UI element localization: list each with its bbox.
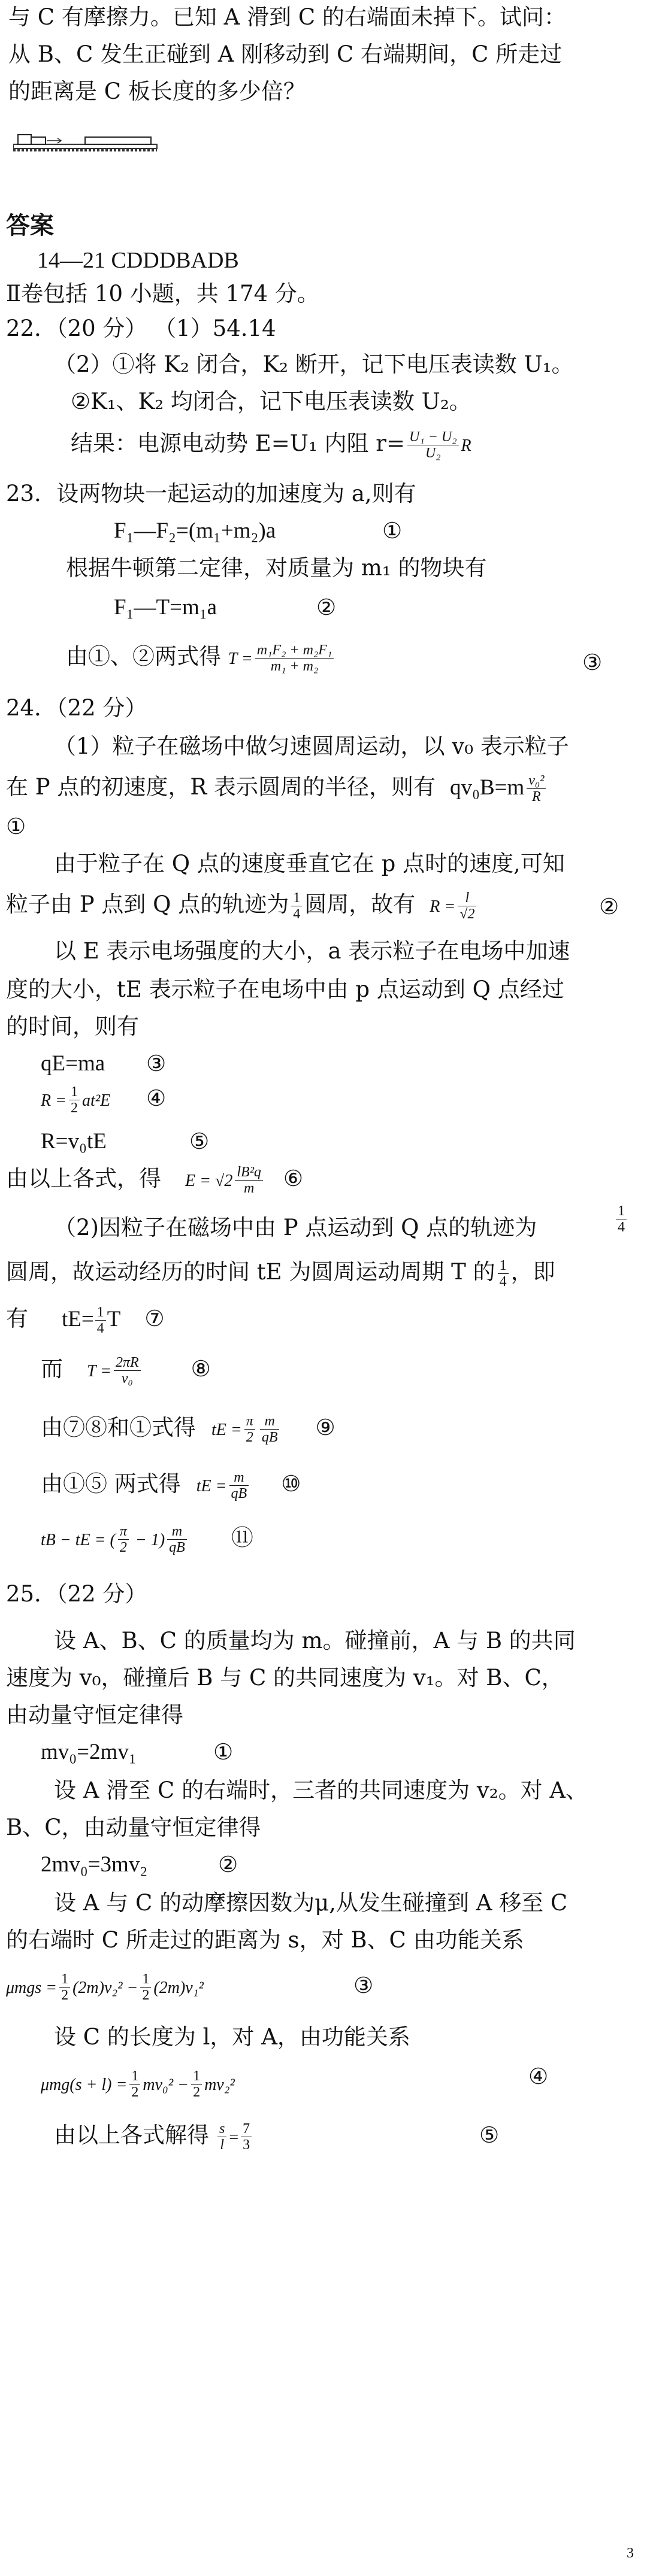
q24-eq-8-denominator: v₀	[121, 1371, 133, 1386]
q25-circle-4: ④	[528, 2064, 549, 2089]
q25-result	[54, 2120, 254, 2153]
problem-line-3: 的距离是 C 板长度的多少倍？	[8, 78, 306, 104]
q24-p3-line-2: 度的大小，tE 表示粒子在电场中由 p 点运动到 Q 点经过	[6, 976, 564, 1002]
answer-heading: 答案	[6, 211, 54, 239]
q24-eq-2-denominator: √2	[459, 906, 475, 922]
q24-eq-9-lhs: tE =	[211, 1421, 242, 1439]
q24-p4-quarter-b-fraction	[498, 1258, 509, 1289]
q25-eq-3-fraction-2	[140, 1971, 151, 2003]
q25-eq-3-lhs: μmgs =	[6, 1979, 58, 1997]
q25-result-fraction-lhs	[217, 2121, 226, 2153]
q25-header: 25．（22 分）	[6, 1581, 147, 1607]
q23-result-text: 由①、②两式得	[66, 644, 221, 669]
q24-eq-6-fraction	[235, 1164, 263, 1196]
q24-p4-quarter-a-denominator: 4	[618, 1219, 625, 1235]
q24-eq-8-numerator: 2πR	[114, 1355, 141, 1371]
q24-eq-6-numerator: lB²q	[235, 1164, 263, 1181]
q25-eq-3-numerator-1: 1	[59, 1971, 70, 1988]
q24-eq-11-fraction-1	[118, 1524, 129, 1555]
q24-p4-quarter-a-fraction	[616, 1203, 627, 1235]
q22-step-2: ②K₁、K₂ 均闭合，记下电压表读数 U₂。	[71, 389, 471, 414]
q24-eq-10-fraction	[229, 1470, 249, 1501]
q24-circle-7: ⑦	[144, 1306, 165, 1331]
q24-eq-1-numerator: v₀²	[527, 773, 546, 789]
q24-eq-7-fraction	[95, 1304, 106, 1336]
q25-para-a-line-1: 设 A、B、C 的质量均为 m。碰撞前，A 与 B 的共同	[54, 1628, 576, 1653]
q24-eq-11-mid: − 1)	[131, 1531, 165, 1549]
q25-circle-5: ⑤	[479, 2122, 500, 2148]
q24-eq-9-denominator-2: qB	[261, 1430, 278, 1445]
q24-eq-10-lhs: tE =	[196, 1477, 227, 1495]
q23-circle-1: ①	[382, 518, 403, 544]
q24-circle-3: ③	[146, 1051, 167, 1076]
q24-eq-11-denominator-2: qB	[169, 1540, 185, 1555]
q24-eq-8-fraction	[114, 1355, 141, 1386]
q24-p1-line-2	[6, 772, 548, 805]
q24-eq-1: qv₀B=m	[450, 775, 525, 800]
q24-circle-5: ⑤	[189, 1128, 210, 1154]
problem-line-1: 与 C 有摩擦力。已知 A 滑到 C 的右端面未掉下。试问：	[8, 4, 566, 30]
q25-result-lhs-numerator: s	[217, 2121, 226, 2137]
q22-step-1: （2）①将 K₂ 闭合，K₂ 断开，记下电压表读数 U₁。	[54, 351, 574, 377]
q25-eq-4-lhs: μmg(s + l) =	[41, 2076, 128, 2094]
q24-p2-line-2	[6, 890, 479, 922]
q23-eq-1: F₁—F₂=(m₁+m₂)a	[114, 518, 276, 543]
q24-eq-11-denominator-1: 2	[119, 1540, 127, 1555]
q24-header: 24．（22 分）	[6, 695, 147, 721]
q22-result	[71, 429, 471, 461]
q25-eq-3-denominator-1: 2	[61, 1988, 69, 2003]
q24-eq-4-rhs: at²E	[82, 1091, 111, 1110]
q25-para-b-line-2: B、C，由动量守恒定律得	[6, 1815, 261, 1840]
q23-t-numerator: m₁F₂ + m₂F₁	[255, 642, 334, 659]
q24-eq-11-lhs: tB − tE = (	[41, 1531, 116, 1549]
q23-result	[66, 642, 336, 674]
q24-p3-line-3: 的时间，则有	[6, 1014, 139, 1039]
q24-p4-quarter-a-numerator: 1	[616, 1203, 627, 1219]
q24-eq-11-fraction-2	[167, 1524, 187, 1555]
q23-line-3: 根据牛顿第二定律，对质量为 m₁ 的物块有	[66, 555, 487, 581]
q24-eq-4-numerator: 1	[69, 1084, 80, 1100]
q24-eq-9-fraction-2	[260, 1413, 280, 1445]
q25-eq-4-numerator-2: 1	[191, 2068, 202, 2085]
q25-circle-2: ②	[218, 1852, 238, 1877]
q25-eq-3-numerator-2: 1	[140, 1971, 151, 1988]
q24-eq-4-lhs: R =	[41, 1091, 66, 1110]
q24-eq-6-lhs: E = √2	[185, 1172, 233, 1190]
q24-eq-10-denominator: qB	[231, 1486, 247, 1501]
q24-eq-3: qE=ma	[41, 1051, 105, 1076]
q24-eq-4-fraction	[69, 1084, 80, 1116]
q25-result-fraction-rhs	[241, 2121, 252, 2153]
q22-r-numerator: U₁ − U₂	[407, 429, 459, 445]
q25-eq-4-numerator-1: 1	[129, 2068, 140, 2085]
q25-eq-3	[6, 1971, 204, 2003]
q22-header: 22．（20 分） （1）54.14	[6, 315, 276, 341]
q24-quarter-fraction	[291, 890, 302, 922]
q24-eq-2-numerator: l	[458, 890, 476, 906]
q24-eq-7-denominator: 4	[96, 1321, 104, 1336]
q24-circle-1: ①	[6, 814, 26, 839]
q24-p4-line-2-text-b: ，即	[510, 1259, 555, 1285]
q24-circle-10: ⑩	[281, 1471, 301, 1497]
blocks-figure	[13, 123, 163, 159]
q25-eq-4	[41, 2068, 235, 2100]
q25-para-d-line-1: 设 A 与 C 的动摩擦因数为μ,从发生碰撞到 A 移至 C	[54, 1890, 568, 1916]
q24-eq-8-text: 而	[41, 1356, 63, 1382]
q24-circle-9: ⑨	[315, 1415, 335, 1440]
q23-t-denominator: m₁ + m₂	[270, 659, 319, 674]
q24-circle-2: ②	[599, 894, 619, 920]
q24-eq-9-fraction-1	[244, 1413, 255, 1445]
q24-p3-line-1: 以 E 表示电场强度的大小，a 表示粒子在电场中加速	[54, 938, 570, 964]
q25-result-lhs-denominator: l	[220, 2137, 224, 2153]
q24-eq-2-lhs: R =	[430, 897, 456, 916]
q25-eq-4-fraction-2	[191, 2068, 202, 2100]
q24-eq-7: tE=	[62, 1307, 94, 1331]
part2-note: Ⅱ卷包括 10 小题，共 174 分。	[6, 281, 319, 307]
q25-para-a-line-3: 由动量守恒定律得	[6, 1702, 183, 1728]
q24-p1-line-1: （1）粒子在磁场中做匀速圆周运动，以 v₀ 表示粒子	[54, 733, 569, 759]
q23-circle-2: ②	[316, 594, 337, 620]
q25-circle-1: ①	[213, 1739, 234, 1765]
q24-eq-9-numerator-1: π	[244, 1413, 255, 1430]
q24-p4-line-2	[6, 1257, 555, 1289]
q24-quarter-denominator: 4	[293, 906, 301, 922]
q24-p4-quarter-b-denominator: 4	[499, 1274, 507, 1289]
q25-eq-4-term-2: mv₂²	[204, 2076, 235, 2094]
q24-circle-6: ⑥	[283, 1166, 304, 1191]
problem-line-2: 从 B、C 发生正碰到 A 刚移动到 C 右端期间，C 所走过	[8, 41, 563, 67]
q24-p4-line-3	[6, 1304, 165, 1336]
q23-t-lhs: T =	[228, 650, 253, 668]
q25-eq-4-denominator-1: 2	[131, 2085, 139, 2100]
q24-eq-2-fraction	[458, 890, 476, 922]
q24-eq-6-denominator: m	[243, 1181, 255, 1196]
q24-p1-line-2-text: 在 P 点的初速度，R 表示圆周的半径，则有	[6, 774, 436, 800]
q25-circle-3: ③	[353, 1973, 374, 1998]
q24-eq-7-tail: T	[107, 1307, 121, 1331]
q24-eq-10-numerator: m	[229, 1470, 249, 1486]
q25-eq-2: 2mv₀=3mv₂	[41, 1852, 148, 1877]
q25-eq-3-term-1: (2m)v₂² −	[72, 1979, 138, 1997]
q24-p2-line-2-text-a: 粒子由 P 点到 Q 点的轨迹为	[6, 891, 289, 917]
q25-para-d-line-2: 的右端时 C 所走过的距离为 s，对 B、C 由功能关系	[6, 1927, 524, 1953]
q25-para-b-line-1: 设 A 滑至 C 的右端时，三者的共同速度为 v₂。对 A、	[54, 1777, 588, 1803]
q25-result-rhs-denominator: 3	[243, 2137, 250, 2153]
q25-eq-3-fraction-1	[59, 1971, 70, 2003]
q24-eq-1-denominator: R	[532, 789, 541, 805]
q24-circle-8: ⑧	[191, 1356, 211, 1382]
q24-p4-line-3-text: 有	[6, 1306, 28, 1331]
q24-eq-5: R=v₀tE	[41, 1129, 107, 1154]
q24-p2-line-2-text-b: 圆周，故有	[304, 891, 416, 917]
q24-p4-line-1: （2)因粒子在磁场中由 P 点运动到 Q 点的轨迹为	[54, 1215, 537, 1240]
page-number: 3	[627, 2545, 634, 2561]
q23-eq-2: F₁—T=m₁a	[114, 595, 217, 620]
q25-eq-4-denominator-2: 2	[193, 2085, 201, 2100]
mc-answers: 14—21 CDDDBADB	[37, 248, 239, 273]
q23-t-fraction	[255, 642, 334, 674]
q23-circle-3: ③	[582, 650, 603, 675]
q22-r-fraction	[407, 429, 459, 461]
q25-eq-3-denominator-2: 2	[142, 1988, 150, 2003]
q25-para-a-line-2: 速度为 v₀，碰撞后 B 与 C 的共同速度为 v₁。对 B、C，	[6, 1665, 564, 1691]
q25-eq-4-term-1: mv₀² −	[143, 2076, 189, 2094]
q24-p2-line-1: 由于粒子在 Q 点的速度垂直它在 p 点时的速度,可知	[54, 851, 565, 876]
q23-line-1: 23．设两物块一起运动的加速度为 a,则有	[6, 481, 416, 506]
q25-result-rhs-numerator: 7	[241, 2121, 252, 2137]
q25-eq-3-term-2: (2m)v₁²	[153, 1979, 204, 1997]
q25-eq-1: mv₀=2mv₁	[41, 1740, 137, 1764]
q24-eq-11-numerator-2: m	[167, 1524, 187, 1540]
q24-eq-9-numerator-2: m	[260, 1413, 280, 1430]
q24-p4-line-2-text-a: 圆周，故运动经历的时间 tE 为圆周运动周期 T 的	[6, 1259, 495, 1285]
q25-result-equals: =	[229, 2128, 239, 2147]
q24-eq-6	[6, 1164, 303, 1196]
q22-r-tail: R	[461, 436, 471, 455]
q24-eq-6-text: 由以上各式，得	[6, 1166, 161, 1191]
q24-circle-4: ④	[146, 1085, 167, 1111]
q25-para-g-line-1: 设 C 的长度为 l，对 A，由功能关系	[54, 2024, 410, 2050]
q24-eq-4	[41, 1084, 110, 1116]
q24-eq-1-fraction	[527, 773, 546, 805]
q24-eq-8-lhs: T =	[87, 1362, 111, 1380]
q24-eq-4-denominator: 2	[71, 1100, 78, 1116]
q22-r-denominator: U₂	[425, 445, 441, 461]
q24-eq-7-numerator: 1	[95, 1304, 106, 1321]
q24-eq-9	[41, 1413, 335, 1445]
q24-eq-10-text: 由①⑤ 两式得	[41, 1471, 181, 1497]
q25-eq-4-fraction-1	[129, 2068, 140, 2100]
q24-eq-11-numerator-1: π	[118, 1524, 129, 1540]
q24-eq-8	[41, 1354, 211, 1386]
q24-eq-9-text: 由⑦⑧和①式得	[41, 1415, 196, 1440]
q22-result-text: 结果：电源电动势 E=U₁ 内阻 r=	[71, 430, 405, 456]
q25-result-text: 由以上各式解得	[54, 2122, 209, 2148]
q24-eq-11	[41, 1523, 253, 1555]
q24-eq-10	[41, 1469, 301, 1501]
q24-eq-9-denominator-1: 2	[246, 1430, 253, 1445]
q24-p4-quarter-b-numerator: 1	[498, 1258, 509, 1274]
q24-circle-11: ⑪	[231, 1525, 253, 1551]
q24-quarter-numerator: 1	[291, 890, 302, 906]
q24-p4-quarter-a	[616, 1203, 627, 1235]
